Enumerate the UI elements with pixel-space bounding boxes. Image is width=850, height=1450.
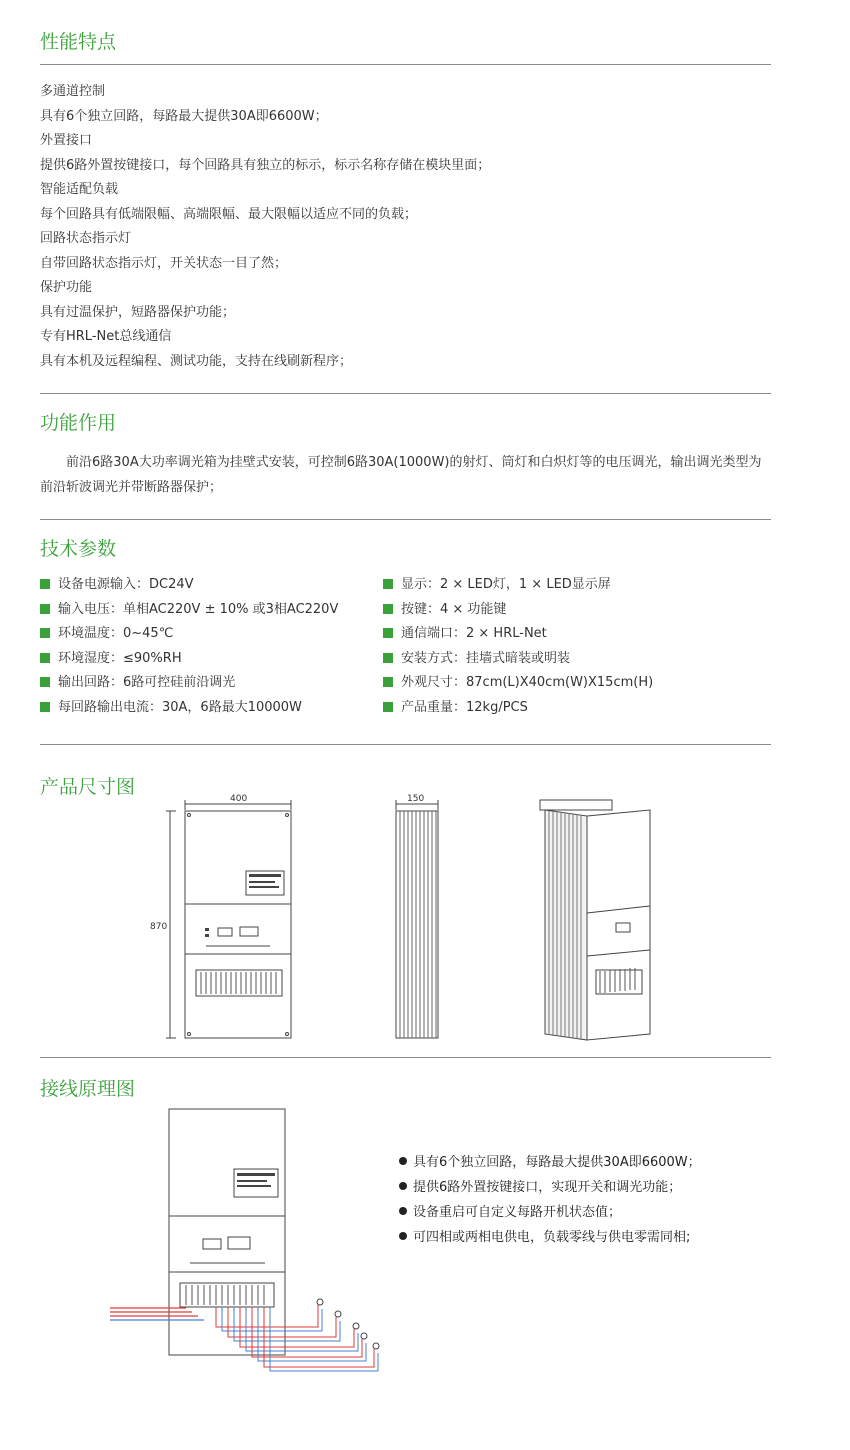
spec-item — [40, 647, 338, 672]
wiring-note-item-text: 设备重启可自定义每路开机状态值； — [413, 1205, 622, 1220]
square-bullet-icon — [40, 677, 50, 687]
feature-item-text: 具有6个独立回路，每路最大提供30A即6600W； — [40, 108, 328, 124]
square-bullet-icon — [40, 628, 50, 638]
dot-bullet-icon — [399, 1157, 407, 1165]
side-view-drawing — [396, 800, 438, 1038]
square-bullet-icon — [40, 702, 50, 712]
spec-item-text: 环境湿度：≤90%RH — [58, 650, 182, 666]
feature-item-text: 具有过温保护，短路器保护功能； — [40, 304, 236, 320]
square-bullet-icon — [383, 653, 393, 663]
feature-item-text: 具有本机及远程编程、测试功能，支持在线刷新程序； — [40, 353, 353, 369]
spec-item-text: 按键：4 × 功能键 — [401, 601, 507, 617]
feature-item — [40, 252, 490, 277]
spec-item — [383, 696, 653, 721]
wiring-note-item — [399, 1200, 701, 1225]
wiring-note-item-text: 提供6路外置按键接口，实现开关和调光功能； — [413, 1180, 682, 1195]
wiring-note-item-text: 可四相或两相电供电，负载零线与供电零需同相; — [413, 1230, 691, 1245]
feature-item-text: 自带回路状态指示灯，开关状态一目了然； — [40, 255, 288, 271]
wiring-diagram — [100, 1105, 400, 1375]
perspective-view-drawing — [540, 800, 650, 1040]
square-bullet-icon — [383, 604, 393, 614]
spec-item — [40, 598, 338, 623]
spec-item — [383, 622, 653, 647]
square-bullet-icon — [383, 579, 393, 589]
spec-item — [383, 647, 653, 672]
feature-item-text: 专有HRL-Net总线通信 — [40, 329, 172, 344]
feature-item — [40, 350, 490, 375]
spec-item — [383, 573, 653, 598]
section-title-wiring: 接线原理图 — [40, 1078, 136, 1100]
spec-item-text: 通信端口：2 × HRL-Net — [401, 626, 547, 642]
specs-right-list — [383, 573, 653, 721]
feature-item-text: 保护功能 — [40, 280, 93, 295]
section-title-function: 功能作用 — [40, 412, 117, 434]
wiring-note-item — [399, 1225, 701, 1250]
square-bullet-icon — [40, 604, 50, 614]
divider — [40, 393, 771, 394]
square-bullet-icon — [383, 677, 393, 687]
spec-item-text: 输入电压：单相AC220V ± 10% 或3相AC220V — [58, 601, 339, 617]
dimension-depth-label: 150 — [407, 794, 425, 804]
feature-item — [40, 301, 490, 326]
spec-item — [40, 696, 338, 721]
divider — [40, 519, 771, 520]
front-view-drawing — [166, 800, 291, 1038]
wiring-note-item — [399, 1175, 701, 1200]
specs-left-list — [40, 573, 338, 721]
divider — [40, 64, 771, 65]
spec-item-text: 产品重量：12kg/PCS — [401, 699, 528, 715]
spec-item — [383, 671, 653, 696]
feature-item — [40, 276, 490, 301]
feature-item-text: 提供6路外置按键接口，每个回路具有独立的标示，标示名称存储在模块里面； — [40, 157, 491, 173]
spec-item-text: 显示：2 × LED灯，1 × LED显示屏 — [401, 577, 611, 592]
dot-bullet-icon — [399, 1232, 407, 1240]
spec-item-text: 输出回路：6路可控硅前沿调光 — [58, 675, 236, 691]
feature-item — [40, 203, 490, 228]
feature-item-text: 智能适配负载 — [40, 182, 119, 197]
wiring-note-item-text: 具有6个独立回路，每路最大提供30A即6600W； — [413, 1155, 701, 1170]
dot-bullet-icon — [399, 1182, 407, 1190]
divider — [40, 744, 771, 745]
feature-item — [40, 129, 490, 154]
dimension-drawings — [150, 788, 670, 1048]
dimension-width-label: 400 — [230, 794, 248, 804]
square-bullet-icon — [40, 653, 50, 663]
square-bullet-icon — [383, 628, 393, 638]
spec-item-text: 安装方式：挂墙式暗装或明装 — [401, 650, 571, 666]
square-bullet-icon — [40, 579, 50, 589]
feature-item-text: 每个回路具有低端限幅、高端限幅、最大限幅以适应不同的负载； — [40, 206, 418, 222]
features-list — [40, 80, 490, 374]
feature-item — [40, 325, 490, 350]
dimension-height-label: 870 — [150, 922, 168, 932]
divider — [40, 1057, 771, 1058]
spec-item — [383, 598, 653, 623]
section-title-specs: 技术参数 — [40, 538, 117, 560]
feature-item — [40, 80, 490, 105]
spec-item — [40, 622, 338, 647]
feature-item-text: 外置接口 — [40, 133, 93, 148]
spec-item-text: 外观尺寸：87cm(L)X40cm(W)X15cm(H) — [401, 675, 654, 691]
function-description: 前沿6路30A大功率调光箱为挂壁式安装，可控制6路30A(1000W)的射灯、筒灯和白炽灯等的电压调光，输出调光类型为前沿斩波调光并带断路器保护； — [40, 455, 762, 495]
spec-item-text: 设备电源输入：DC24V — [58, 577, 194, 592]
section-title-dimensions: 产品尺寸图 — [40, 776, 136, 798]
feature-item — [40, 178, 490, 203]
spec-item-text: 环境温度：0~45℃ — [58, 626, 174, 642]
feature-item-text: 多通道控制 — [40, 84, 106, 99]
wiring-note-item — [399, 1150, 701, 1175]
spec-item — [40, 671, 338, 696]
feature-item — [40, 154, 490, 179]
spec-item-text: 每回路输出电流：30A，6路最大10000W — [58, 699, 302, 715]
spec-item — [40, 573, 338, 598]
wiring-notes-list — [399, 1150, 701, 1250]
square-bullet-icon — [383, 702, 393, 712]
feature-item — [40, 227, 490, 252]
feature-item — [40, 105, 490, 130]
dot-bullet-icon — [399, 1207, 407, 1215]
section-title-features: 性能特点 — [40, 31, 117, 53]
feature-item-text: 回路状态指示灯 — [40, 231, 132, 246]
